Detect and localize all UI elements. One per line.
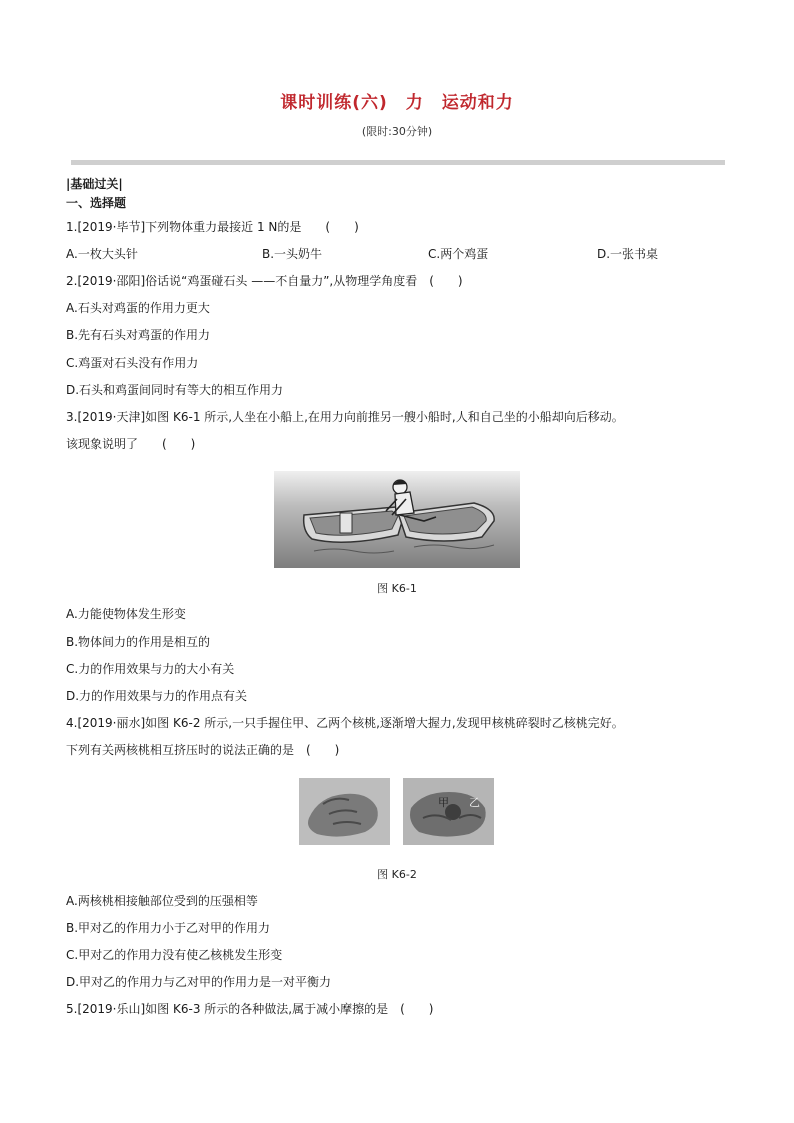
question-2-option-a: A.石头对鸡蛋的作用力更大 xyxy=(66,301,210,315)
question-4-stem-line1: 4.[2019·丽水]如图 K6-2 所示,一只手握住甲、乙两个核桃,逐渐增大握力,发现甲核桃碎裂时乙核桃完好。 xyxy=(66,716,624,730)
question-1-option-a: A.一枚大头针 xyxy=(66,247,138,261)
question-3-option-d: D.力的作用效果与力的作用点有关 xyxy=(66,689,248,703)
walnut-label-jia: 甲 xyxy=(438,796,449,809)
question-3-option-a: A.力能使物体发生形变 xyxy=(66,607,186,621)
question-4-option-c: C.甲对乙的作用力没有使乙核桃发生形变 xyxy=(66,948,283,962)
question-2-stem: 2.[2019·邵阳]俗话说“鸡蛋碰石头 ——不自量力”,从物理学角度看 ( ) xyxy=(66,274,463,288)
figure-k6-2-caption: 图 K6-2 xyxy=(377,868,417,881)
question-2-option-b: B.先有石头对鸡蛋的作用力 xyxy=(66,328,211,342)
question-3-option-b: B.物体间力的作用是相互的 xyxy=(66,635,211,649)
question-3-stem-line2: 该现象说明了 ( ) xyxy=(66,437,196,451)
boat-figure xyxy=(274,471,520,568)
question-2-option-d: D.石头和鸡蛋间同时有等大的相互作用力 xyxy=(66,383,284,397)
question-2-option-c: C.鸡蛋对石头没有作用力 xyxy=(66,356,199,370)
hand-photo-right xyxy=(403,778,494,845)
question-1-option-d: D.一张书桌 xyxy=(597,247,659,261)
divider xyxy=(71,160,725,165)
question-4-option-a: A.两核桃相接触部位受到的压强相等 xyxy=(66,894,258,908)
question-4-option-b: B.甲对乙的作用力小于乙对甲的作用力 xyxy=(66,921,271,935)
hand-photo-left xyxy=(299,778,390,845)
question-4-stem-line2: 下列有关两核桃相互挤压时的说法正确的是 ( ) xyxy=(66,743,340,757)
question-5-stem: 5.[2019·乐山]如图 K6-3 所示的各种做法,属于减小摩擦的是 ( ) xyxy=(66,1002,434,1016)
section-tag: |基础过关| xyxy=(66,177,123,191)
question-3-option-c: C.力的作用效果与力的大小有关 xyxy=(66,662,235,676)
question-1-stem: 1.[2019·毕节]下列物体重力最接近 1 N的是 ( ) xyxy=(66,220,359,234)
question-1-option-c: C.两个鸡蛋 xyxy=(428,247,489,261)
question-3-stem-line1: 3.[2019·天津]如图 K6-1 所示,人坐在小船上,在用力向前推另一艘小船时,人和自己坐的小船却向后移动。 xyxy=(66,410,624,424)
page-title: 课时训练(六) 力 运动和力 xyxy=(280,93,514,113)
figure-k6-1-caption: 图 K6-1 xyxy=(377,582,417,595)
section-heading: 一、选择题 xyxy=(66,196,127,210)
question-4-option-d: D.甲对乙的作用力与乙对甲的作用力是一对平衡力 xyxy=(66,975,332,989)
walnut-label-yi: 乙 xyxy=(469,796,480,809)
question-1-option-b: B.一头奶牛 xyxy=(262,247,323,261)
time-limit: (限时:30分钟) xyxy=(361,125,433,138)
